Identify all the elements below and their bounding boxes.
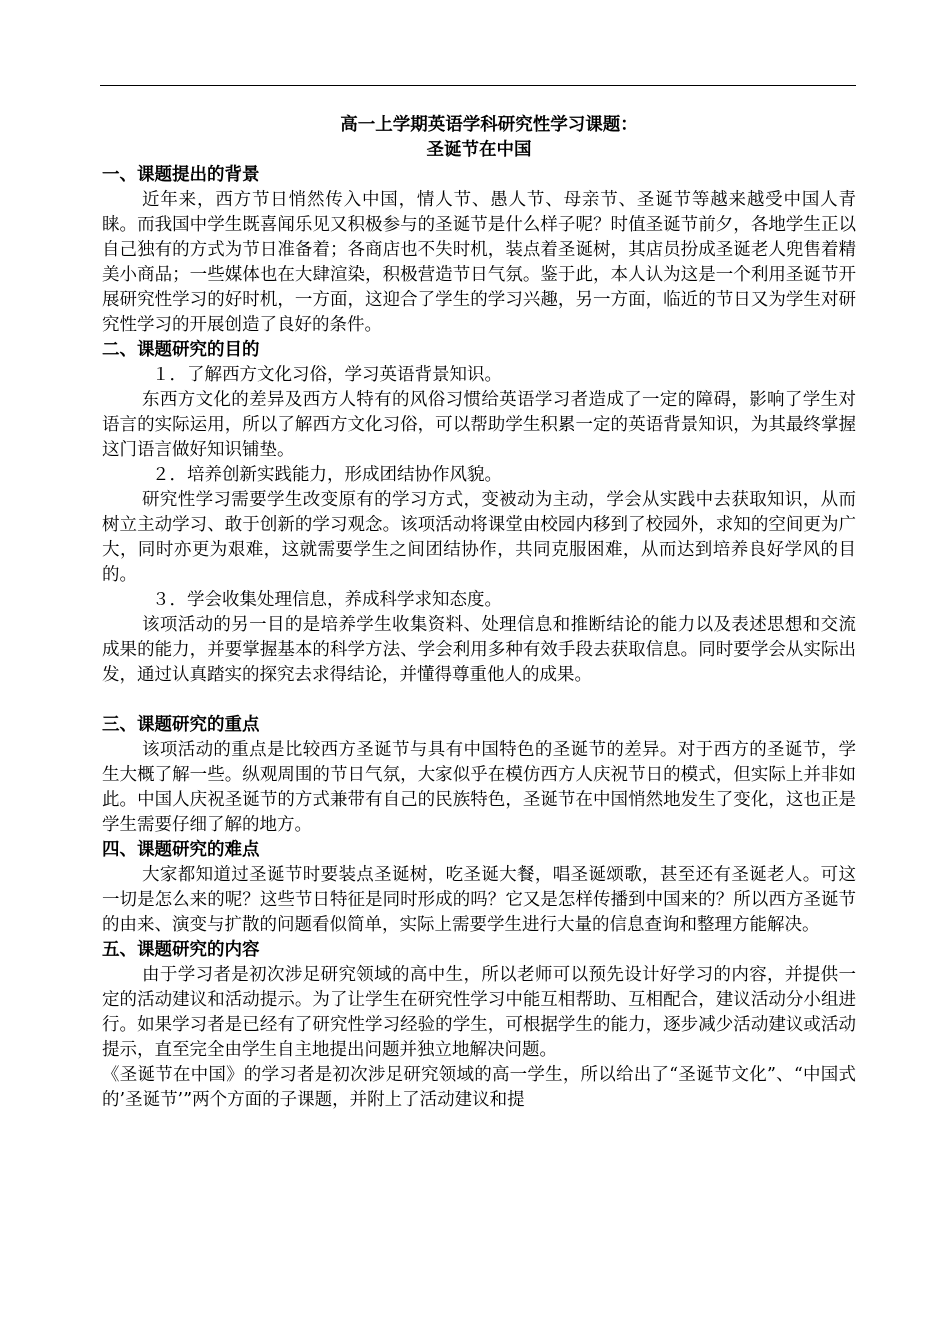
purpose-item-2-text: 研究性学习需要学生改变原有的学习方式，变被动为主动，学会从实践中去获取知识，从而树立主动学习、敢于创新的学习观念。该项活动将课堂由校园内移到了校园外，求知的空间更为广大，同时亦更为艰难，这就需要学生之间团结协作，共同克服困难，从而达到培养良好学风的目的。 (102, 490, 856, 585)
document-title: 高一上学期英语学科研究性学习课题： (340, 115, 638, 135)
purpose-item-1-text: 东西方文化的差异及西方人特有的风俗习惯给英语学习者造成了一定的障碍，影响了学生对语言的实际运用，所以了解西方文化习俗，可以帮助学生积累一定的英语背景知识，为其最终掌握这门语言做好知识铺垫。 (102, 390, 856, 460)
purpose-item-1-label: １．了解西方文化习俗，学习英语背景知识。 (152, 365, 502, 385)
section-heading-difficulty: 四、课题研究的难点 (102, 840, 260, 860)
section-heading-background: 一、课题提出的背景 (102, 165, 260, 185)
header-rule (100, 85, 856, 86)
content-trailing-paragraph: 《圣诞节在中国》的学习者是初次涉足研究领域的高一学生，所以给出了“圣诞节文化”、“中国式的’圣诞节’”两个方面的子课题，并附上了活动建议和提 (102, 1065, 856, 1110)
document-subtitle: 圣诞节在中国 (426, 140, 532, 160)
purpose-item-2-label: ２．培养创新实践能力，形成团结协作风貌。 (152, 465, 502, 485)
content-paragraph: 由于学习者是初次涉足研究领域的高中生，所以老师可以预先设计好学习的内容，并提供一定的活动建议和活动提示。为了让学生在研究性学习中能互相帮助、互相配合，建议活动分小组进行。如果学习者是已经有了研究性学习经验的学生，可根据学生的能力，逐步减少活动建议或活动提示，直至完全由学生自主地提出问题并独立地解决问题。 (102, 965, 856, 1060)
section-heading-content: 五、课题研究的内容 (102, 940, 260, 960)
background-paragraph: 近年来，西方节日悄然传入中国，情人节、愚人节、母亲节、圣诞节等越来越受中国人青睐。而我国中学生既喜闻乐见又积极参与的圣诞节是什么样子呢？时值圣诞节前夕，各地学生正以自己独有的方式为节日准备着；各商店也不失时机，装点着圣诞树，其店员扮成圣诞老人兜售着精美小商品；一些媒体也在大肆渲染，积极营造节日气氛。鉴于此，本人认为这是一个利用圣诞节开展研究性学习的好时机，一方面，这迎合了学生的学习兴趣，另一方面，临近的节日又为学生对研究性学习的开展创造了良好的条件。 (102, 190, 856, 335)
purpose-item-3-text: 该项活动的另一目的是培养学生收集资料、处理信息和推断结论的能力以及表述思想和交流成果的能力，并要掌握基本的科学方法、学会利用多种有效手段去获取信息。同时要学会从实际出发，通过认真踏实的探究去求得结论，并懂得尊重他人的成果。 (102, 615, 856, 685)
focus-paragraph: 该项活动的重点是比较西方圣诞节与具有中国特色的圣诞节的差异。对于西方的圣诞节，学生大概了解一些。纵观周围的节日气氛，大家似乎在模仿西方人庆祝节日的模式，但实际上并非如此。中国人庆祝圣诞节的方式兼带有自己的民族特色，圣诞节在中国悄然地发生了变化，这也正是学生需要仔细了解的地方。 (102, 740, 856, 835)
difficulty-paragraph: 大家都知道过圣诞节时要装点圣诞树，吃圣诞大餐，唱圣诞颂歌，甚至还有圣诞老人。可这一切是怎么来的呢？这些节日特征是同时形成的吗？它又是怎样传播到中国来的？所以西方圣诞节的由来、演变与扩散的问题看似简单，实际上需要学生进行大量的信息查询和整理方能解决。 (102, 865, 856, 935)
blank-line (102, 688, 856, 713)
section-heading-purpose: 二、课题研究的目的 (102, 340, 260, 360)
purpose-item-3-label: ３．学会收集处理信息，养成科学求知态度。 (152, 590, 502, 610)
document-body (102, 113, 856, 1113)
section-heading-focus: 三、课题研究的重点 (102, 715, 260, 735)
